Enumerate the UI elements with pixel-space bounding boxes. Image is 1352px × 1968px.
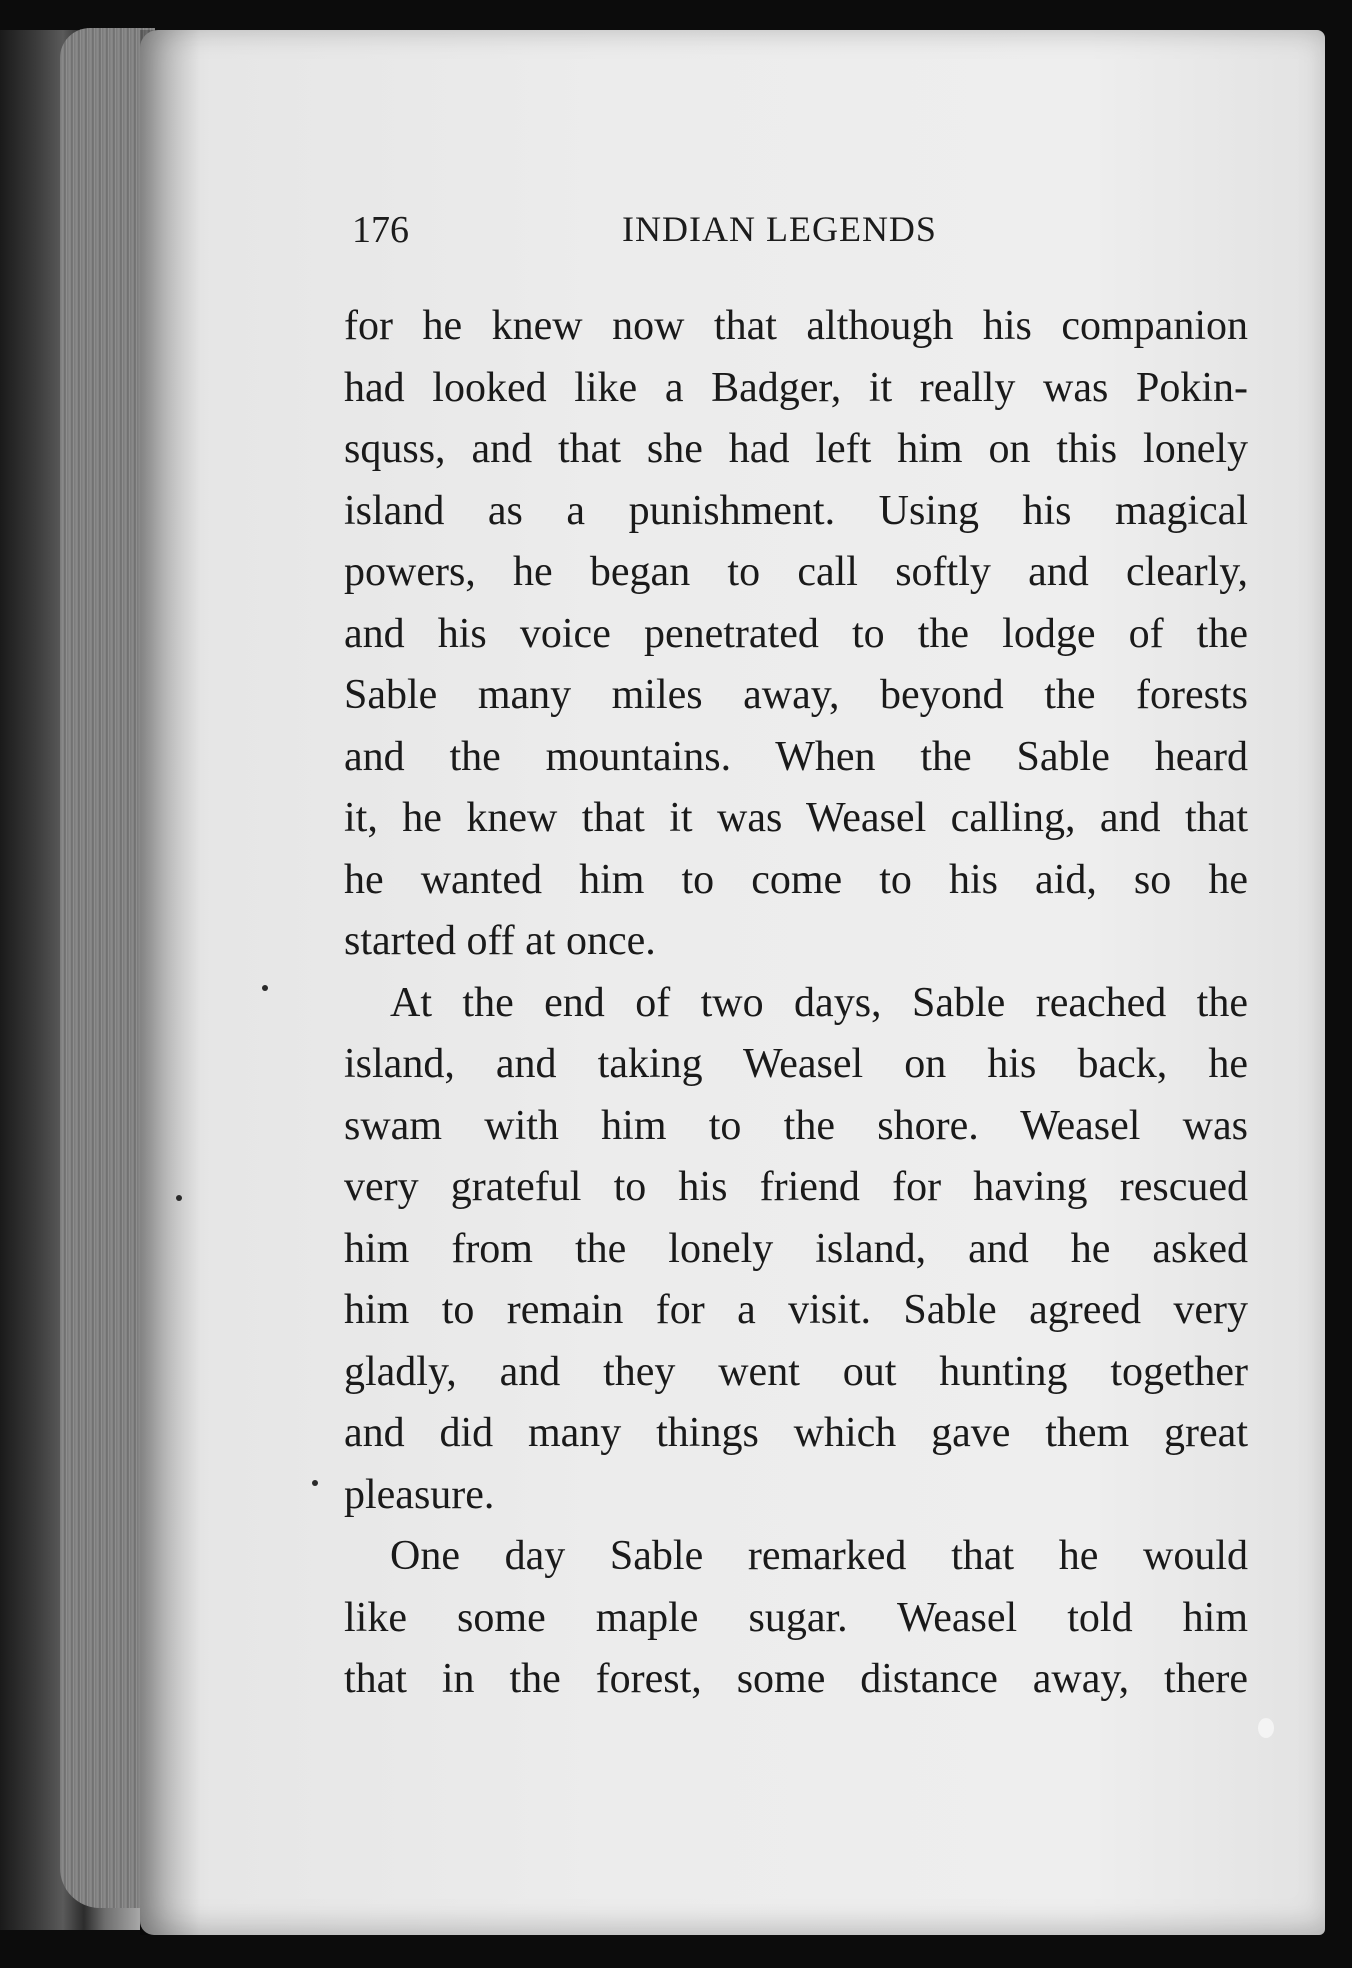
text-line: it, he knew that it was Weasel calling, and that — [344, 795, 1248, 841]
paragraph-2 — [344, 973, 1248, 1527]
page-header — [352, 208, 1252, 268]
text-line: island, and taking Weasel on his back, he — [344, 1041, 1248, 1087]
gutter-shadow — [140, 30, 200, 1935]
running-head: INDIAN LEGENDS — [622, 209, 937, 249]
text-line: squss, and that she had left him on this lonely — [344, 426, 1248, 472]
text-line: he wanted him to come to his aid, so he — [344, 856, 1248, 903]
text-line: pleasure. — [344, 1471, 495, 1518]
dust-speck — [176, 1195, 182, 1201]
text-line: had looked like a Badger, it really was Pokin- — [344, 364, 1248, 411]
text-line: Sable many miles away, beyond the forests — [344, 672, 1248, 718]
dust-speck — [262, 985, 268, 991]
page-number: 176 — [352, 209, 409, 251]
dust-speck — [312, 1480, 318, 1486]
text-line: At the end of two days, Sable reached the — [390, 979, 1248, 1026]
text-line: started off at once. — [344, 918, 656, 964]
text-line: that in the forest, some distance away, there — [344, 1656, 1248, 1702]
text-line: him to remain for a visit. Sable agreed very — [344, 1287, 1248, 1333]
body-text — [344, 296, 1248, 1711]
text-line: island as a punishment. Using his magical — [344, 487, 1248, 534]
text-line: swam with him to the shore. Weasel was — [344, 1102, 1248, 1149]
dust-speck — [1258, 1718, 1274, 1738]
text-line: him from the lonely island, and he asked — [344, 1225, 1248, 1272]
text-line: and did many things which gave them great — [344, 1410, 1248, 1456]
text-line: gladly, and they went out hunting together — [344, 1348, 1248, 1395]
text-line: very grateful to his friend for having rescued — [344, 1164, 1248, 1210]
text-line: and his voice penetrated to the lodge of the — [344, 610, 1248, 657]
text-line: for he knew now that although his companion — [344, 303, 1248, 349]
paragraph-1 — [344, 296, 1248, 973]
text-line: powers, he began to call softly and clearly, — [344, 549, 1248, 595]
text-line: and the mountains. When the Sable heard — [344, 733, 1248, 780]
paragraph-3 — [344, 1526, 1248, 1711]
text-line: like some maple sugar. Weasel told him — [344, 1594, 1248, 1641]
text-line: One day Sable remarked that he would — [390, 1533, 1248, 1579]
